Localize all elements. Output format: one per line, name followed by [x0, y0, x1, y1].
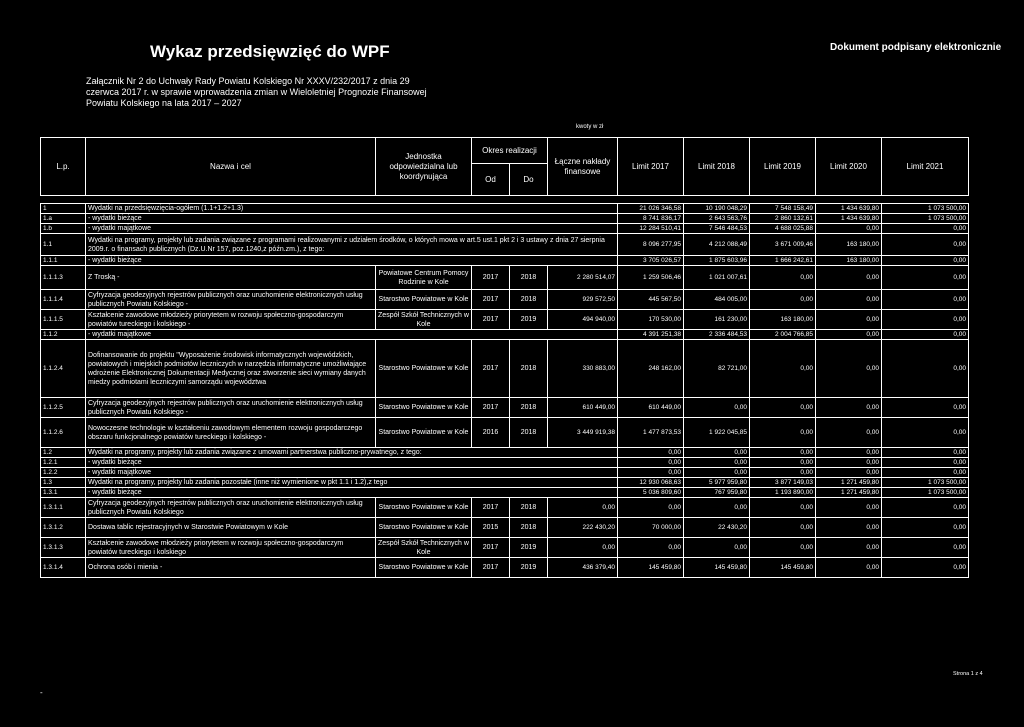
row-unit: Starostwo Powiatowe w Kole: [376, 398, 472, 418]
units-note: kwoty w zł: [576, 124, 604, 130]
row-to: 2018: [510, 518, 548, 538]
row-limit-2017: 767 959,80: [684, 488, 750, 498]
header-limit-2017: Limit 2017: [618, 138, 684, 196]
row-from: 2016: [472, 418, 510, 448]
row-limit-2019: 163 180,00: [750, 310, 816, 330]
row-limit-2019: 0,00: [750, 290, 816, 310]
row-limit-2020: 0,00: [816, 498, 882, 518]
row-total: 330 883,00: [548, 340, 618, 398]
row-name: - wydatki bieżące: [86, 256, 618, 266]
table-row: [41, 498, 969, 518]
row-total: 0,00: [618, 468, 684, 478]
row-limit-2018: 0,00: [684, 398, 750, 418]
row-limit-2018: 1 021 007,61: [684, 266, 750, 290]
row-limit-2018: 3 671 009,46: [750, 234, 816, 256]
row-name: - wydatki bieżące: [86, 214, 618, 224]
row-limit-2018: 0,00: [684, 538, 750, 558]
table-row: [41, 398, 969, 418]
header-unit: Jednostka odpowiedzialna lub koordynująca: [376, 138, 472, 196]
header-to: Do: [510, 164, 548, 196]
row-name: Dofinansowanie do projektu "Wyposażenie środowisk informatycznych wojewódzkich, powiatowych i miejskich podmiotów leczniczych w narzędzia informatyczne umożliwiające wdrożenie Elektronicznej Dokumentacji Medycznej oraz stworzenie sieci wymiany danych miedzy podmiotami leczniczymi samorządu województwa: [86, 340, 376, 398]
row-limit-2018: 22 430,20: [684, 518, 750, 538]
row-limit-2019: 163 180,00: [816, 234, 882, 256]
row-total: 8 096 277,95: [618, 234, 684, 256]
signature-note: Dokument podpisany elektronicznie: [830, 42, 1002, 53]
row-limit-2019: 0,00: [750, 498, 816, 518]
row-name: - wydatki majątkowe: [86, 224, 618, 234]
row-total: 2 280 514,07: [548, 266, 618, 290]
row-lp: 1.2.2: [41, 468, 86, 478]
row-limit-2020: 1 073 500,00: [882, 478, 969, 488]
row-limit-2018: 1 193 890,00: [750, 488, 816, 498]
intro-line: Powiatu Kolskiego na lata 2017 – 2027: [86, 98, 242, 108]
table-row: [41, 518, 969, 538]
row-name: - wydatki majątkowe: [86, 468, 618, 478]
row-from: 2017: [472, 266, 510, 290]
row-total: 3 705 026,57: [618, 256, 684, 266]
row-total: 5 036 809,60: [618, 488, 684, 498]
row-limit-2019: 0,00: [816, 330, 882, 340]
row-total: 12 284 510,41: [618, 224, 684, 234]
row-limit-2021: 0,00: [882, 518, 969, 538]
row-limit-2018: 145 459,80: [684, 558, 750, 578]
row-limit-2017: 5 977 959,80: [684, 478, 750, 488]
row-total: 222 430,20: [548, 518, 618, 538]
row-unit: Starostwo Powiatowe w Kole: [376, 290, 472, 310]
row-limit-2020: 0,00: [816, 518, 882, 538]
row-lp: 1.3.1.4: [41, 558, 86, 578]
row-from: 2017: [472, 558, 510, 578]
header-period: Okres realizacji: [472, 138, 548, 164]
row-limit-2019: 0,00: [750, 538, 816, 558]
row-from: 2017: [472, 498, 510, 518]
table-row: [41, 224, 969, 234]
row-lp: 1: [41, 204, 86, 214]
row-limit-2018: 3 877 149,03: [750, 478, 816, 488]
row-limit-2018: 1 666 242,61: [750, 256, 816, 266]
row-limit-2021: 0,00: [882, 398, 969, 418]
row-total: 610 449,00: [548, 398, 618, 418]
row-name: Dostawa tablic rejestracyjnych w Starostwie Powiatowym w Kole: [86, 518, 376, 538]
row-limit-2018: 0,00: [750, 468, 816, 478]
row-lp: 1.1.1.3: [41, 266, 86, 290]
row-limit-2020: 0,00: [816, 418, 882, 448]
row-lp: 1.2.1: [41, 458, 86, 468]
row-limit-2017: 1 259 506,46: [618, 266, 684, 290]
header-limit-2018: Limit 2018: [684, 138, 750, 196]
table-row: [41, 448, 969, 458]
row-unit: Powiatowe Centrum Pomocy Rodzinie w Kole: [376, 266, 472, 290]
row-limit-2017: 145 459,80: [618, 558, 684, 578]
row-name: Cyfryzacja geodezyjnych rejestrów publicznych oraz uruchomienie elektronicznych usług publicznych Powiatu Kolskiego: [86, 498, 376, 518]
row-limit-2019: 145 459,80: [750, 558, 816, 578]
row-from: 2015: [472, 518, 510, 538]
row-limit-2019: 0,00: [750, 398, 816, 418]
header-name: Nazwa i cel: [86, 138, 376, 196]
row-limit-2019: 1 434 639,80: [816, 214, 882, 224]
row-unit: Zespół Szkół Technicznych w Kole: [376, 310, 472, 330]
row-unit: Starostwo Powiatowe w Kole: [376, 418, 472, 448]
table-row: [41, 538, 969, 558]
row-limit-2017: 7 546 484,53: [684, 224, 750, 234]
row-to: 2018: [510, 290, 548, 310]
row-to: 2018: [510, 418, 548, 448]
row-lp: 1.1.2.6: [41, 418, 86, 448]
row-to: 2018: [510, 398, 548, 418]
row-limit-2021: 0,00: [882, 498, 969, 518]
row-limit-2020: 0,00: [882, 256, 969, 266]
table-row: [41, 468, 969, 478]
row-lp: 1.2: [41, 448, 86, 458]
row-total: 929 572,50: [548, 290, 618, 310]
row-limit-2020: 0,00: [882, 224, 969, 234]
row-total: 0,00: [618, 448, 684, 458]
table-row: [41, 290, 969, 310]
row-limit-2020: 0,00: [882, 448, 969, 458]
row-limit-2020: 0,00: [816, 398, 882, 418]
row-lp: 1.3.1.2: [41, 518, 86, 538]
row-limit-2017: 70 000,00: [618, 518, 684, 538]
page-number: Strona 1 z 4: [953, 671, 983, 677]
row-limit-2021: 0,00: [882, 266, 969, 290]
row-limit-2021: 0,00: [882, 418, 969, 448]
row-limit-2020: 0,00: [816, 310, 882, 330]
row-limit-2018: 0,00: [750, 458, 816, 468]
row-limit-2021: 0,00: [882, 558, 969, 578]
document-title: Wykaz przedsięwzięć do WPF: [150, 42, 390, 61]
row-limit-2021: 0,00: [882, 538, 969, 558]
row-limit-2020: 0,00: [882, 330, 969, 340]
row-limit-2020: 1 073 500,00: [882, 488, 969, 498]
row-lp: 1.1.1.5: [41, 310, 86, 330]
row-name: Wydatki na programy, projekty lub zadania związane z programami realizowanymi z udziałem środków, o których mowa w art.5 ust.1 pkt 2 i 3 ustawy z dnia 27 sierpnia 2009.r. o finansach publicznych (Dz.U.Nr 157, poz.1240,z późn.zm.), z tego:: [86, 234, 618, 256]
table-row: [41, 488, 969, 498]
row-limit-2017: 445 567,50: [618, 290, 684, 310]
row-limit-2017: 248 162,00: [618, 340, 684, 398]
row-name: Wydatki na programy, projekty lub zadania związane z umowami partnerstwa publiczno-prywatnego, z tego:: [86, 448, 618, 458]
row-limit-2020: 0,00: [816, 290, 882, 310]
intro-line: czerwca 2017 r. w sprawie wprowadzenia zmian w Wieloletniej Prognozie Finansowej: [86, 87, 427, 97]
row-unit: Starostwo Powiatowe w Kole: [376, 498, 472, 518]
row-limit-2018: 161 230,00: [684, 310, 750, 330]
row-limit-2019: 0,00: [816, 448, 882, 458]
row-to: 2019: [510, 538, 548, 558]
table-row: [41, 204, 969, 214]
row-limit-2020: 1 073 500,00: [882, 214, 969, 224]
footer-mark: -: [40, 688, 43, 697]
row-limit-2017: 1 875 603,96: [684, 256, 750, 266]
table-row: [41, 478, 969, 488]
row-limit-2017: 1 477 873,53: [618, 418, 684, 448]
row-limit-2020: 0,00: [816, 340, 882, 398]
row-lp: 1.3: [41, 478, 86, 488]
row-unit: Starostwo Powiatowe w Kole: [376, 518, 472, 538]
row-limit-2020: 0,00: [882, 458, 969, 468]
row-limit-2020: 0,00: [816, 558, 882, 578]
row-total: 21 026 346,58: [618, 204, 684, 214]
table-row: [41, 458, 969, 468]
row-lp: 1.3.1: [41, 488, 86, 498]
row-limit-2017: 0,00: [684, 468, 750, 478]
row-limit-2018: 4 688 025,88: [750, 224, 816, 234]
table-row: [41, 418, 969, 448]
table-row: [41, 234, 969, 256]
row-limit-2017: 0,00: [684, 458, 750, 468]
row-limit-2018: 7 548 158,49: [750, 204, 816, 214]
header-total: Łączne nakłady finansowe: [548, 138, 618, 196]
row-unit: Zespół Szkół Technicznych w Kole: [376, 538, 472, 558]
table-row: [41, 310, 969, 330]
row-lp: 1.1.2: [41, 330, 86, 340]
row-lp: 1.1.2.5: [41, 398, 86, 418]
intro-text: [86, 76, 456, 109]
row-total: 8 741 836,17: [618, 214, 684, 224]
row-limit-2021: 0,00: [882, 340, 969, 398]
header-from: Od: [472, 164, 510, 196]
row-to: 2019: [510, 310, 548, 330]
row-limit-2020: 0,00: [816, 538, 882, 558]
row-unit: Starostwo Powiatowe w Kole: [376, 558, 472, 578]
row-name: - wydatki bieżące: [86, 488, 618, 498]
row-to: 2019: [510, 558, 548, 578]
row-total: 0,00: [548, 538, 618, 558]
row-limit-2017: 2 643 563,76: [684, 214, 750, 224]
row-total: 3 449 919,38: [548, 418, 618, 448]
table-row: [41, 330, 969, 340]
row-limit-2021: 0,00: [882, 310, 969, 330]
row-limit-2018: 82 721,00: [684, 340, 750, 398]
row-lp: 1.1.1: [41, 256, 86, 266]
row-total: 0,00: [548, 498, 618, 518]
row-name: Z Troską -: [86, 266, 376, 290]
row-name: Kształcenie zawodowe młodzieży priorytetem w rozwoju społeczno-gospodarczym powiatów tureckiego i kolskiego -: [86, 310, 376, 330]
row-name: Wydatki na programy, projekty lub zadania pozostałe (inne niż wymienione w pkt 1.1 i 1.2),z tego: [86, 478, 618, 488]
row-name: Nowoczesne technologie w kształceniu zawodowym elementem rozwoju gospodarczego obszaru funkcjonalnego powiatów tureckiego i kolskiego -: [86, 418, 376, 448]
header-limit-2019: Limit 2019: [750, 138, 816, 196]
row-limit-2019: 0,00: [816, 458, 882, 468]
row-limit-2019: 0,00: [750, 518, 816, 538]
row-limit-2019: 0,00: [816, 224, 882, 234]
row-from: 2017: [472, 290, 510, 310]
row-name: - wydatki majątkowe: [86, 330, 618, 340]
table-row: [41, 266, 969, 290]
row-total: 0,00: [618, 458, 684, 468]
row-limit-2018: 2 860 132,61: [750, 214, 816, 224]
row-total: 436 379,40: [548, 558, 618, 578]
row-limit-2019: 1 271 459,80: [816, 488, 882, 498]
row-limit-2017: 4 212 088,49: [684, 234, 750, 256]
row-lp: 1.1.1.4: [41, 290, 86, 310]
row-lp: 1.3.1.1: [41, 498, 86, 518]
row-unit: Starostwo Powiatowe w Kole: [376, 340, 472, 398]
row-limit-2019: 1 271 459,80: [816, 478, 882, 488]
row-limit-2020: 1 073 500,00: [882, 204, 969, 214]
row-lp: 1.1: [41, 234, 86, 256]
row-limit-2020: 0,00: [816, 266, 882, 290]
projects-table: [40, 137, 969, 578]
row-limit-2017: 610 449,00: [618, 398, 684, 418]
row-limit-2018: 484 005,00: [684, 290, 750, 310]
row-to: 2018: [510, 498, 548, 518]
row-limit-2019: 0,00: [750, 418, 816, 448]
row-to: 2018: [510, 266, 548, 290]
row-limit-2017: 0,00: [618, 498, 684, 518]
row-name: Wydatki na przedsięwzięcia-ogółem (1.1+1.2+1.3): [86, 204, 618, 214]
row-lp: 1.1.2.4: [41, 340, 86, 398]
table-row: [41, 558, 969, 578]
row-from: 2017: [472, 538, 510, 558]
row-limit-2018: 1 922 045,85: [684, 418, 750, 448]
row-limit-2020: 0,00: [882, 234, 969, 256]
row-limit-2017: 0,00: [618, 538, 684, 558]
row-total: 12 930 068,63: [618, 478, 684, 488]
header-limit-2020: Limit 2020: [816, 138, 882, 196]
row-limit-2019: 1 434 639,80: [816, 204, 882, 214]
header-gap: [41, 196, 969, 204]
row-limit-2018: 0,00: [684, 498, 750, 518]
row-limit-2018: 0,00: [750, 448, 816, 458]
row-name: Cyfryzacja geodezyjnych rejestrów publicznych oraz uruchomienie elektronicznych usług publicznych Powiatu Kolskiego -: [86, 290, 376, 310]
row-limit-2017: 170 530,00: [618, 310, 684, 330]
row-limit-2019: 163 180,00: [816, 256, 882, 266]
row-limit-2021: 0,00: [882, 290, 969, 310]
row-limit-2017: 0,00: [684, 448, 750, 458]
header-limit-2021: Limit 2021: [882, 138, 969, 196]
table-row: [41, 340, 969, 398]
row-limit-2019: 0,00: [750, 340, 816, 398]
row-total: 4 391 251,38: [618, 330, 684, 340]
row-lp: 1.b: [41, 224, 86, 234]
table-row: [41, 256, 969, 266]
row-from: 2017: [472, 398, 510, 418]
header-lp: L.p.: [41, 138, 86, 196]
row-name: Ochrona osób i mienia -: [86, 558, 376, 578]
row-from: 2017: [472, 340, 510, 398]
row-limit-2017: 2 336 484,53: [684, 330, 750, 340]
row-name: Cyfryzacja geodezyjnych rejestrów publicznych oraz uruchomienie elektronicznych usług publicznych Powiatu Kolskiego -: [86, 398, 376, 418]
intro-line: Załącznik Nr 2 do Uchwały Rady Powiatu Kolskiego Nr XXXV/232/2017 z dnia 29: [86, 76, 410, 86]
row-limit-2017: 10 190 048,29: [684, 204, 750, 214]
row-name: Kształcenie zawodowe młodzieży priorytetem w rozwoju społeczno-gospodarczym powiatów tureckiego i kolskiego: [86, 538, 376, 558]
row-limit-2019: 0,00: [816, 468, 882, 478]
row-limit-2019: 0,00: [750, 266, 816, 290]
row-limit-2018: 2 004 766,85: [750, 330, 816, 340]
row-to: 2018: [510, 340, 548, 398]
row-lp: 1.3.1.3: [41, 538, 86, 558]
row-limit-2020: 0,00: [882, 468, 969, 478]
row-name: - wydatki bieżące: [86, 458, 618, 468]
row-total: 494 940,00: [548, 310, 618, 330]
row-from: 2017: [472, 310, 510, 330]
table-row: [41, 214, 969, 224]
row-lp: 1.a: [41, 214, 86, 224]
